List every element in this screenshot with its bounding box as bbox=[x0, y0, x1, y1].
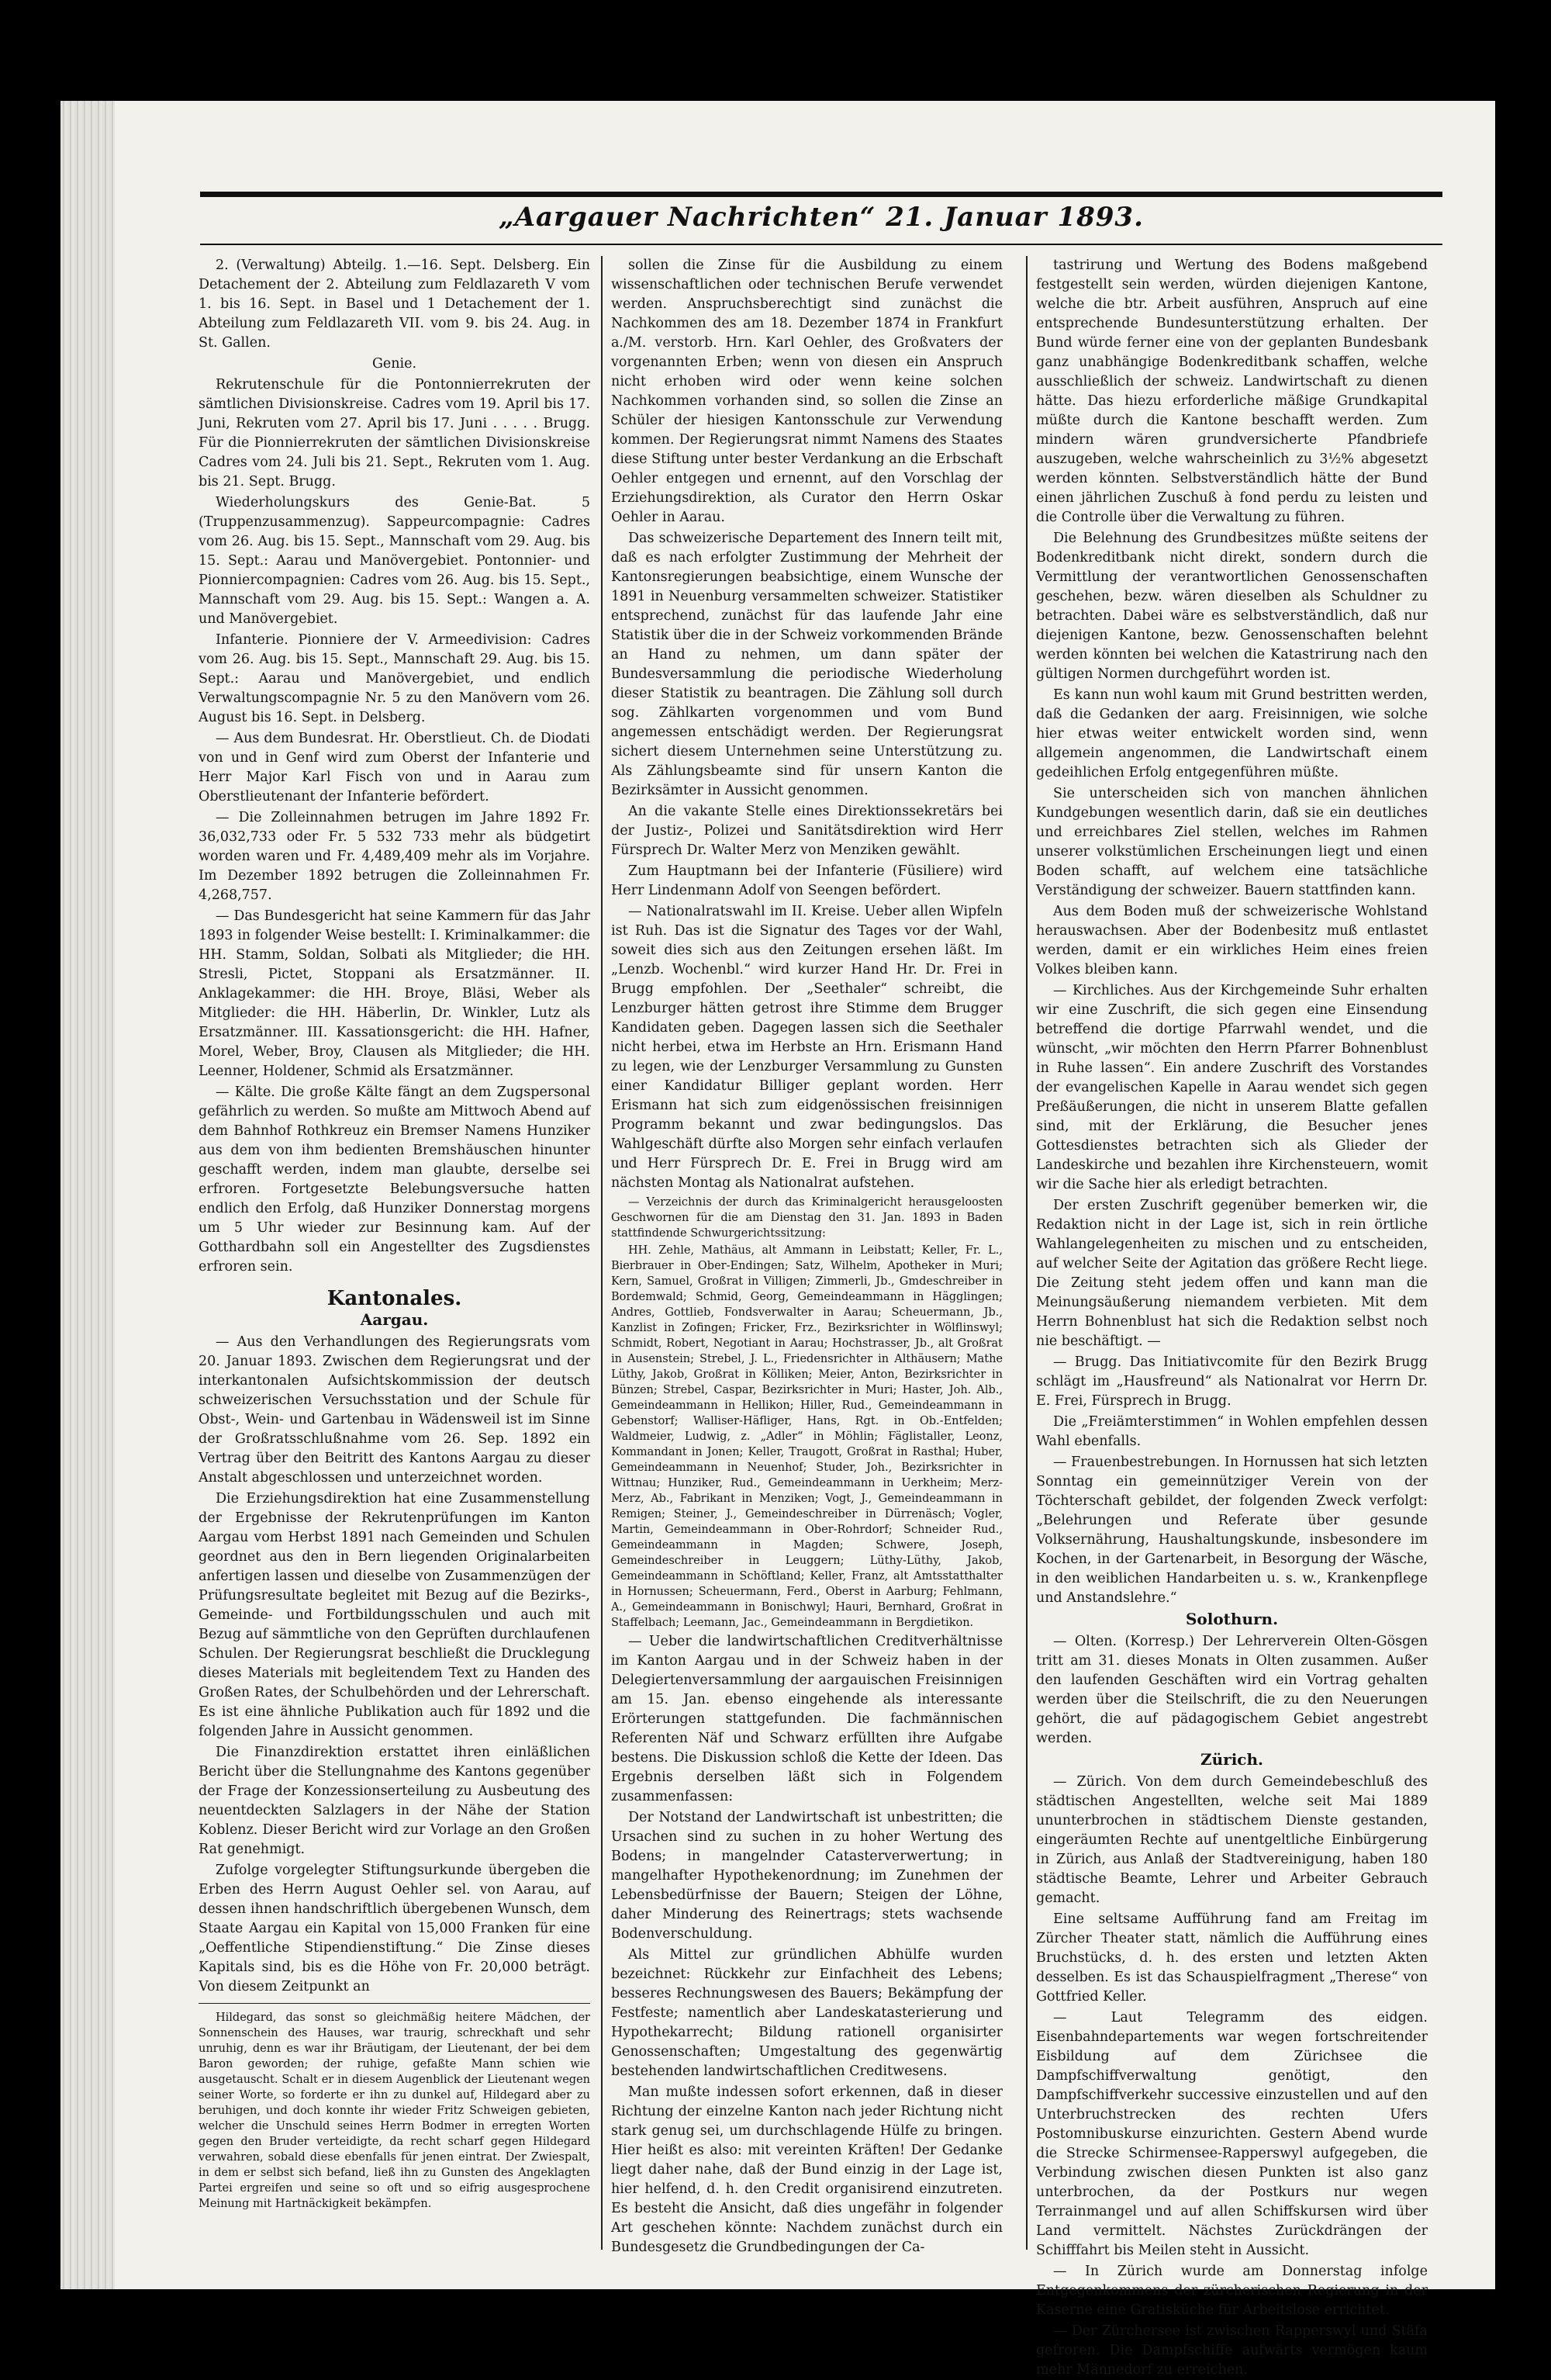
article-paragraph: Der ersten Zuschrift gegenüber bemerken wir, die Redaktion nicht in der Lage ist, sich in rein örtliche Wahlangelegenheiten zu mischen und zu entscheiden, auf welcher Seite der Agitation das größere Recht liege. Die Zeitung steht jedem offen und kann man die Meinungsäußerung niemandem verbieten. Mit dem Herrn Bohnenblust hat sich die Redaktion selbst noch nie beschäftigt. — bbox=[1036, 1198, 1428, 1349]
article-paragraph: 2. (Verwaltung) Abteilg. 1.—16. Sept. Delsberg. Ein Detachement der 2. Abteilung zum Feldlazareth V vom 1. bis 16. Sept. in Basel und 1 Detachement der 1. Abteilung zum Feldlazareth VII. vom 9. bis 24. Aug. in St. Gallen. bbox=[199, 258, 590, 351]
article-paragraph: — Nationalratswahl im II. Kreise. Ueber allen Wipfeln ist Ruh. Das ist die Signatur des Tages vor der Wahl, soweit dies sich aus den Zeitungen ersehen läßt. Im „Lenzb. Wochenbl.“ wird kurzer Hand Hr. Dr. Frei in Brugg empfohlen. Der „Seethaler“ schreibt, die Lenzburger hätten getrost ihre Stimme dem Brugger Kandidaten geben. Dagegen lassen sich die Seethaler nicht herbei, etwa im Herbste an Hrn. Erismann Hand zu legen, wie der Lenzburger Versammlung zu Gunsten einer Kandidatur Billiger geplant worden. Herr Erismann hat sich zum eidgenössischen freisinnigen Programm bekannt und zwar bedingungslos. Das Wahlgeschäft dürfte also Morgen sehr einfach verlaufen und Herr Fürsprech Dr. E. Frei in Brugg wird am nächsten Montag als Nationalrat aufstehen. bbox=[611, 904, 1003, 1191]
article-paragraph: Der Notstand der Landwirtschaft ist unbestritten; die Ursachen sind zu suchen in zu hoher Wertung des Bodens; in mangelnder Catasterverwertung; in mangelhafter Hypothekenordnung; im Zunehmen der Lebensbedürfnisse der Bauern; Steigen der Löhne, daher Minderung des Reinertrags; stets wachsende Bodenverschuldung. bbox=[611, 1810, 1003, 1942]
subsection-heading: Zürich. bbox=[1200, 1750, 1263, 1769]
section-heading: Kantonales. bbox=[326, 1287, 462, 1310]
page-header: „Aargauer Nachrichten“ 21. Januar 1893. bbox=[499, 202, 1144, 233]
article-paragraph: Man mußte indessen sofort erkennen, daß in dieser Richtung der einzelne Kanton nach jeder Richtung nicht stark genug sei, um durchschlagende Hülfe zu bringen. Hier heißt es also: mit vereinten Kräften! Der Gedanke liegt daher nahe, daß der Bund einzig in der Lage ist, hier helfend, d. h. den Credit organisirend einzutreten. Es besteht die Ansicht, daß dies ungefähr in folgender Art geschehen könnte: Nachdem zunächst durch ein Bundesgesetz die Grundbedingungen der Ca- bbox=[611, 2084, 1003, 2255]
article-paragraph: Zum Hauptmann bei der Infanterie (Füsiliere) wird Herr Lindenmann Adolf von Seengen befördert. bbox=[611, 863, 1003, 898]
section-label: Genie. bbox=[371, 356, 417, 372]
article-paragraph: sollen die Zinse für die Ausbildung zu einem wissenschaftlichen oder technischen Berufe verwendet werden. Anspruchsberechtigt sind zunächst die Nachkommen des am 18. Dezember 1874 in Frankfurt a./M. verstorb. Hrn. Karl Oehler, des Großvaters der vorgenannten Erben; wenn von diesen ein Anspruch nicht erhoben wird oder wenn keine solchen Nachkommen vorhanden sind, so sollen die Zinse an Schüler der hiesigen Kantonsschule zur Verwendung kommen. Der Regierungsrat nimmt Namens des Staates diese Stiftung unter bester Verdankung an die Erbschaft Oehler entgegen und ernennt, auf den Vorschlag der Erziehungsdirektion, als Curator den Herrn Oskar Oehler in Aarau. bbox=[611, 258, 1003, 525]
article-paragraph: — Der Zürchersee ist zwischen Rapperswyl und Stäfa gefroren. Die Dampfschiffe aufwärts vermögen kaum mehr Männedorf zu erreichen. bbox=[1036, 2323, 1428, 2378]
article-paragraph: — Olten. (Korresp.) Der Lehrerverein Olten-Gösgen tritt am 31. dieses Monats in Olten zusammen. Außer den laufenden Geschäften wird ein Vortrag gehalten werden über die Steilschrift, die zu den Neuerungen gehört, die auf pädagogischem Gebiet angestrebt werden. bbox=[1036, 1634, 1428, 1746]
page-spine bbox=[60, 101, 115, 2289]
column-3 bbox=[1036, 256, 1428, 2378]
article-paragraph: Es kann nun wohl kaum mit Grund bestritten werden, daß die Gedanken der aarg. Freisinnigen, wie solche hier etwas weiter entwickelt worden sind, wenn allgemein angenommen, die Landwirtschaft einem gedeihlichen Erfolg entgegenführen müßte. bbox=[1036, 687, 1428, 780]
newspaper-page bbox=[60, 101, 1495, 2378]
article-paragraph: Die Finanzdirektion erstattet ihren einläßlichen Bericht über die Stellungnahme des Kantons gegenüber der Frage der Konzessionserteilung zu Ausbeutung des neuentdeckten Salzlagers in der Nähe der Station Koblenz. Dieser Bericht wird zur Vorlage an den Großen Rat genehmigt. bbox=[199, 1745, 590, 1857]
juror-list: HH. Zehle, Mathäus, alt Ammann in Leibstatt; Keller, Fr. L., Bierbrauer in Ober-Endingen; Satz, Wilhelm, Apotheker in Muri; Kern, Samuel, Großrat in Villigen; Zimmerli, Jb., Gmdeschreiber in Bordemwald; Schmid, Georg, Gemeindeammann in Hägglingen; Andres, Gottlieb, Fondsverwalter in Aarau; Scheuermann, Jb., Kanzlist in Zofingen; Fricker, Frz., Bezirksrichter in Wölflinswyl; Schmidt, Robert, Negotiant in Aarau; Hochstrasser, Jb., alt Großrat in Ausenstein; Strebel, J. L., Friedensrichter in Althäusern; Mathe Lüthy, Jakob, Großrat in Kölliken; Meier, Anton, Bezirksrichter in Bünzen; Strebel, Caspar, Bezirksrichter in Muri; Haster, Joh. Alb., Gemeindeammann in Hellikon; Hiller, Rud., Gemeindeammann in Gebenstorf; Walliser-Häfliger, Hans, Rgt. in Ob.-Entfelden; Waldmeier, Ludwig, z. „Adler“ in Möhlin; Fäglistaller, Leonz, Kommandant in Jonen; Keller, Traugott, Großrat in Rasthal; Huber, Gemeindeammann in Neuenhof; Studer, Joh., Bezirksrichter in Wittnau; Hunziker, Rud., Gemeindeammann in Uerkheim; Merz-Merz, Ab., Fabrikant in Menziken; Vogt, J., Gemeindeammann in Remigen; Steiner, J., Gemeindeschreiber in Dürrenäsch; Vogler, Martin, Gemeindeammann in Ober-Rohrdorf; Schneider Rud., Gemeindeammann in Magden; Schwere, Joseph, Gemeindeschreiber in Leuggern; Lüthy-Lüthy, Jakob, Gemeindeammann in Schöftland; Keller, Franz, alt Amtsstatthalter in Hornussen; Scheuermann, Ferd., Oberst in Aarburg; Fehlmann, A., Gemeindeammann in Bonischwyl; Hauri, Bernhard, Großrat in Staffelbach; Leemann, Jac., Gemeindeammann in Bergdietikon. bbox=[611, 1244, 1003, 1629]
feuilleton-paragraph: Hildegard, das sonst so gleichmäßig heitere Mädchen, der Sonnenschein des Hauses, war traurig, schreckhaft und sehr unruhig, denn es war ihr Bräutigam, der Lieutenant, der bei dem Baron geworden; der ruhige, gefaßte Mann schien wie ausgetauscht. Schalt er in diesem Augenblick der Lieutenant wegen seiner Worte, so forderte er ihn zu dunkel auf, Hildegard aber zu beruhigen, und doch konnte ihr wieder Fritz Schweigen gebieten, welcher die Unschuld seines Herrn Bodmer in erregten Worten gegen den Bruder verteidigte, da recht scharf gegen Hildegard verwahren, sobald diese ebenfalls für jenen eintrat. Der Zwiespalt, in dem er selbst sich befand, ließ ihn zu Gunsten des Angeklagten Partei ergreifen und seine so oft und so eifrig ausgesprochene Meinung mit Hartnäckigkeit bekämpfen. bbox=[199, 2012, 590, 2210]
article-paragraph: — Brugg. Das Initiativcomite für den Bezirk Brugg schlägt im „Hausfreund“ als Nationalrat vor Herrn Dr. E. Frei, Fürsprech in Brugg. bbox=[1036, 1354, 1428, 1409]
article-paragraph: Die Erziehungsdirektion hat eine Zusammenstellung der Ergebnisse der Rekrutenprüfungen im Kanton Aargau vom Herbst 1891 nach Gemeinden und Schulen geordnet aus den in Bern liegenden Originalarbeiten anfertigen lassen und dieselbe von Zusammenzügen der Prüfungsresultate begleitet mit Bezug auf die Bezirks-, Gemeinde- und Fortbildungsschulen und auch mit Bezug auf sämmtliche von den Geprüften durchlaufenen Schulen. Der Regierungsrat beschließt die Drucklegung dieses Materials mit begleitendem Text zu Handen des Großen Rates, der Schulbehörden und der Lehrerschaft. Es ist eine ähnliche Publikation auch für 1892 und die folgenden Jahre in Aussicht genommen. bbox=[199, 1491, 590, 1739]
article-paragraph: Das schweizerische Departement des Innern teilt mit, daß es nach erfolgter Zustimmung der Mehrheit der Kantonsregierungen beabsichtige, einem Wunsche der 1891 in Neuenburg versammelten schweizer. Statistiker entsprechend, zunächst für das laufende Jahr eine Statistik über die in der Schweiz vorkommenden Brände an Hand zu nehmen, um dann später der Bundesversammlung die periodische Wiederholung dieser Statistik zu beantragen. Die Zählung soll durch sog. Zählkarten vorgenommen und vom Bund angemessen entschädigt werden. Der Regierungsrat sichert diesem Unternehmen seine Unterstützung zu. Als Zählungsbeamte sind für unsern Kanton die Bezirksämter in Aussicht genommen. bbox=[611, 531, 1003, 798]
header-rule bbox=[200, 244, 1442, 245]
article-paragraph: — Das Bundesgericht hat seine Kammern für das Jahr 1893 in folgender Weise bestellt: I. Kriminalkammer: die HH. Stamm, Soldan, Solbati als Mitglieder; die HH. Stresli, Pictet, Stoppani als Ersatzmänner. II. Anklagekammer: die HH. Broye, Bläsi, Weber als Mitglieder: die HH. Häberlin, Dr. Winkler, Lutz als Ersatzmänner. III. Kassationsgericht: die HH. Hafner, Morel, Weber, Broy, Clausen als Mitglieder; die HH. Leenner, Holdener, Schmid als Ersatzmänner. bbox=[199, 908, 590, 1079]
article-paragraph: — Verzeichnis der durch das Kriminalgericht herausgeloosten Geschwornen für die am Dienstag den 31. Jan. 1893 in Baden stattfindende Schwurgerichtssitzung: bbox=[611, 1196, 1003, 1240]
article-paragraph: — Ueber die landwirtschaftlichen Creditverhältnisse im Kanton Aargau und in der Schweiz haben in der Delegiertenversammlung der aargauischen Freisinnigen am 15. Jan. ebenso eingehende als interessante Erörterungen stattgefunden. Die fachmännischen Referenten Näf und Schwarz erfüllten ihre Aufgabe bestens. Die Diskussion schloß die Kette der Ideen. Das Ergebnis derselben läßt sich in Folgendem zusammenfassen: bbox=[611, 1634, 1003, 1804]
column-rule bbox=[601, 256, 603, 2250]
article-paragraph: Infanterie. Pionniere der V. Armeedivision: Cadres vom 26. Aug. bis 15. Sept., Mannschaft 29. Aug. bis 15. Sept.: Aarau und Manövergebiet, und endlich Verwaltungscompagnie Nr. 5 zu den Manövern vom 26. August bis 16. Sept. in Delsberg. bbox=[199, 632, 590, 725]
article-paragraph: — Zürich. Von dem durch Gemeindebeschluß des städtischen Angestellten, welche seit Mai 1889 ununterbrochen in städtischem Dienste gestanden, eingeräumten Rechte auf unentgeltliche Einbürgerung in Zürich, aus Anlaß der Stadtvereinigung, haben 180 städtische Beamte, Lehrer und Arbeiter Gebrauch gemacht. bbox=[1036, 1774, 1428, 1906]
article-paragraph: — Aus den Verhandlungen des Regierungsrats vom 20. Januar 1893. Zwischen dem Regierungsrat und der interkantonalen Aufsichtskommission der deutsch schweizerischen Versuchsstation und der Schule für Obst-, Wein- und Gartenbau in Wädensweil ist im Sinne der Großratsschlußnahme vom 26. Sep. 1892 ein Vertrag über den Beitritt des Kantons Aargau zu dieser Anstalt abgeschlossen und unterzeichnet worden. bbox=[199, 1334, 590, 1486]
article-paragraph: An die vakante Stelle eines Direktionssekretärs bei der Justiz-, Polizei und Sanitätsdirektion wird Herr Fürsprech Dr. Walter Merz von Menziken gewählt. bbox=[611, 804, 1003, 858]
article-paragraph: tastrirung und Wertung des Bodens maßgebend festgestellt sein werden, würden diejenigen Kantone, welche die btr. Arbeit ausführen, Anspruch auf eine entsprechende Bundesunterstützung erhalten. Der Bund würde ferner eine von der geplanten Bundesbank ganz unabhängige Bodenkreditbank schaffen, welche ausschließlich der schweiz. Landwirtschaft zu dienen hätte. Das hiezu erforderliche mäßige Grundkapital müßte durch die Kantone beschafft werden. Zum mindern wären grundversicherte Pfandbriefe auszugeben, welche wahrscheinlich zu 3½% abgesetzt werden könnten. Selbstverständlich hätte der Bund einen jährlichen Zuschuß à fond perdu zu leisten und die Controlle über die Verwaltung zu führen. bbox=[1036, 258, 1428, 525]
article-paragraph: — Aus dem Bundesrat. Hr. Oberstlieut. Ch. de Diodati von und in Genf wird zum Oberst der Infanterie und Herr Major Karl Fisch von und in Aarau zum Oberstlieutenant der Infanterie befördert. bbox=[199, 731, 590, 804]
column-2 bbox=[611, 256, 1003, 2255]
article-paragraph: — Kälte. Die große Kälte fängt an dem Zugspersonal gefährlich zu werden. So mußte am Mittwoch Abend auf dem Bahnhof Rothkreuz ein Bremser Namens Hunziker aus dem von ihm bedienten Bremshäuschen hinunter geschafft werden, indem man glaubte, derselbe sei erfroren. Fortgesetzte Belebungsversuche hatten endlich den Erfolg, daß Hunziker Donnerstag morgens um 5 Uhr wieder zur Besinnung kam. Auf der Gotthardbahn soll ein Angestellter des Zugsdienstes erfroren sein. bbox=[199, 1084, 590, 1275]
subsection-heading: Aargau. bbox=[360, 1310, 429, 1329]
article-paragraph: — Laut Telegramm des eidgen. Eisenbahndepartements war wegen fortschreitender Eisbildung auf dem Zürichsee die Dampfschiffverwaltung genötigt, den Dampfschiffverkehr successive einzustellen und auf den Unterbruchstrecken des rechten Ufers Postomnibuskurse einzurichten. Gestern Abend wurde die Strecke Schirmensee-Rapperswyl aufgegeben, die Verbindung zwischen diesen Punkten ist also ganz unterbrochen, da der Postkurs nur wegen Terrainmangel und auf allen Schiffskursen wird über Land vermittelt. Nächstes Zurückdrängen der Schifffahrt bis Meilen steht in Aussicht. bbox=[1036, 2010, 1428, 2258]
article-paragraph: Sie unterscheiden sich von manchen ähnlichen Kundgebungen wesentlich darin, daß sie ein deutliches und erreichbares Ziel stellen, welches im Rahmen unserer volkstümlichen Erscheinungen liegt und einen Boden schafft, auf welchem eine tatsächliche Verständigung der schweizer. Bauern stattfinden kann. bbox=[1036, 786, 1428, 898]
article-paragraph: — Frauenbestrebungen. In Hornussen hat sich letzten Sonntag ein gemeinnütziger Verein von der Töchterschaft gebildet, der folgenden Zweck verfolgt: „Belehrungen und Referate über gesunde Volksernährung, Haushaltungskunde, insbesondere im Kochen, in der Gartenarbeit, in Besorgung der Wäsche, in den weiblichen Handarbeiten u. s. w., Krankenpflege und Anstandslehre.“ bbox=[1036, 1455, 1428, 1606]
subsection-heading: Solothurn. bbox=[1185, 1610, 1279, 1628]
column-rule bbox=[1026, 256, 1028, 2250]
article-paragraph: Wiederholungskurs des Genie-Bat. 5 (Truppenzusammenzug). Sappeurcompagnie: Cadres vom 26. Aug. bis 15. Sept., Mannschaft vom 29. Aug. bis 15. Sept.: Aarau und Manövergebiet. Pontonnier- und Pionniercompagnien: Cadres vom 26. Aug. bis 15. Sept., Mannschaft vom 29. Aug. bis 15. Sept.: Wangen a. A. und Manövergebiet. bbox=[199, 495, 590, 627]
article-paragraph: Eine seltsame Aufführung fand am Freitag im Zürcher Theater statt, nämlich die Aufführung eines Bruchstücks, d. h. des ersten und letzten Akten desselben. Es ist das Schauspielfragment „Therese“ von Gottfried Keller. bbox=[1036, 1911, 1428, 2005]
article-paragraph: Zufolge vorgelegter Stiftungsurkunde übergeben die Erben des Herrn August Oehler sel. von Aarau, auf dessen ihnen handschriftlich übergebenen Wunsch, dem Staate Aargau ein Kapital von 15,000 Franken für eine „Oeffentliche Stipendienstiftung.“ Die Zinse dieses Kapitals sind, bis es die Höhe von Fr. 20,000 beträgt. Von diesem Zeitpunkt an bbox=[199, 1863, 590, 1994]
column-1 bbox=[199, 256, 590, 2250]
article-paragraph: — Die Zolleinnahmen betrugen im Jahre 1892 Fr. 36,032,733 oder Fr. 5 532 733 mehr als büdgetirt worden waren und Fr. 4,489,409 mehr als im Vorjahre. Im Dezember 1892 betrugen die Zolleinnahmen Fr. 4,268,757. bbox=[199, 810, 590, 903]
article-paragraph: Die „Freiämterstimmen“ in Wohlen empfehlen dessen Wahl ebenfalls. bbox=[1036, 1414, 1428, 1449]
header-rule bbox=[200, 192, 1442, 197]
article-paragraph: — In Zürich wurde am Donnerstag infolge Entgegenkommens der zürcherischen Regierung in der Kaserne eine Gratisküche für Arbeitslose errichtet. bbox=[1036, 2264, 1428, 2318]
article-paragraph: Aus dem Boden muß der schweizerische Wohlstand herauswachsen. Aber der Bodenbesitz muß entlastet werden, damit er ein wirkliches Heim eines freien Volkes bleiben kann. bbox=[1036, 904, 1428, 977]
article-paragraph: Als Mittel zur gründlichen Abhülfe wurden bezeichnet: Rückkehr zur Einfachheit des Lebens; besseres Rechnungswesen des Bauers; Bekämpfung der Festfeste; namentlich aber Landeskatasterierung und Hypothekarrecht; Bildung rationell organisirter Genossenschaften; Umgestaltung des gegenwärtig bestehenden landwirtschaftlichen Creditwesens. bbox=[611, 1947, 1003, 2079]
article-paragraph: — Kirchliches. Aus der Kirchgemeinde Suhr erhalten wir eine Zuschrift, die sich gegen eine Einsendung betreffend die dortige Pfarrwahl wendet, und die wünscht, „wir möchten den Herrn Pfarrer Bohnenblust in Ruhe lassen“. Ein andere Zuschrift des Vorstandes der evangelischen Kapelle in Aarau wendet sich gegen Preßäußerungen, die nicht in unserem Blatte gefallen sind, mit der Erklärung, die Besucher jenes Gottesdienstes betrachten sich als Glieder der Landeskirche und bezahlen ihre Kirchensteuern, womit wir die Sache hier als erledigt betrachten. bbox=[1036, 983, 1428, 1192]
article-paragraph: Die Belehnung des Grundbesitzes müßte seitens der Bodenkreditbank nicht direkt, sondern durch die Vermittlung der verantwortlichen Genossenschaften geschehen, bezw. wären dieselben als Schuldner zu betrachten. Dabei wäre es selbstverständlich, daß nur diejenigen Kantone, bezw. Genossenschaften belehnt werden könnten bei welchen die Katastrirung nach den gültigen Normen durchgeführt worden ist. bbox=[1036, 531, 1428, 682]
feuilleton-rule bbox=[199, 2003, 590, 2004]
article-paragraph: Rekrutenschule für die Pontonnierrekruten der sämtlichen Divisionskreise. Cadres vom 19. April bis 17. Juni, Rekruten vom 27. April bis 17. Juni . . . . . Brugg. Für die Pionnierrekruten der sämtlichen Divisionskreise Cadres vom 24. Juli bis 21. Sept., Rekruten vom 1. Aug. bis 21. Sept. Brugg. bbox=[199, 377, 590, 489]
